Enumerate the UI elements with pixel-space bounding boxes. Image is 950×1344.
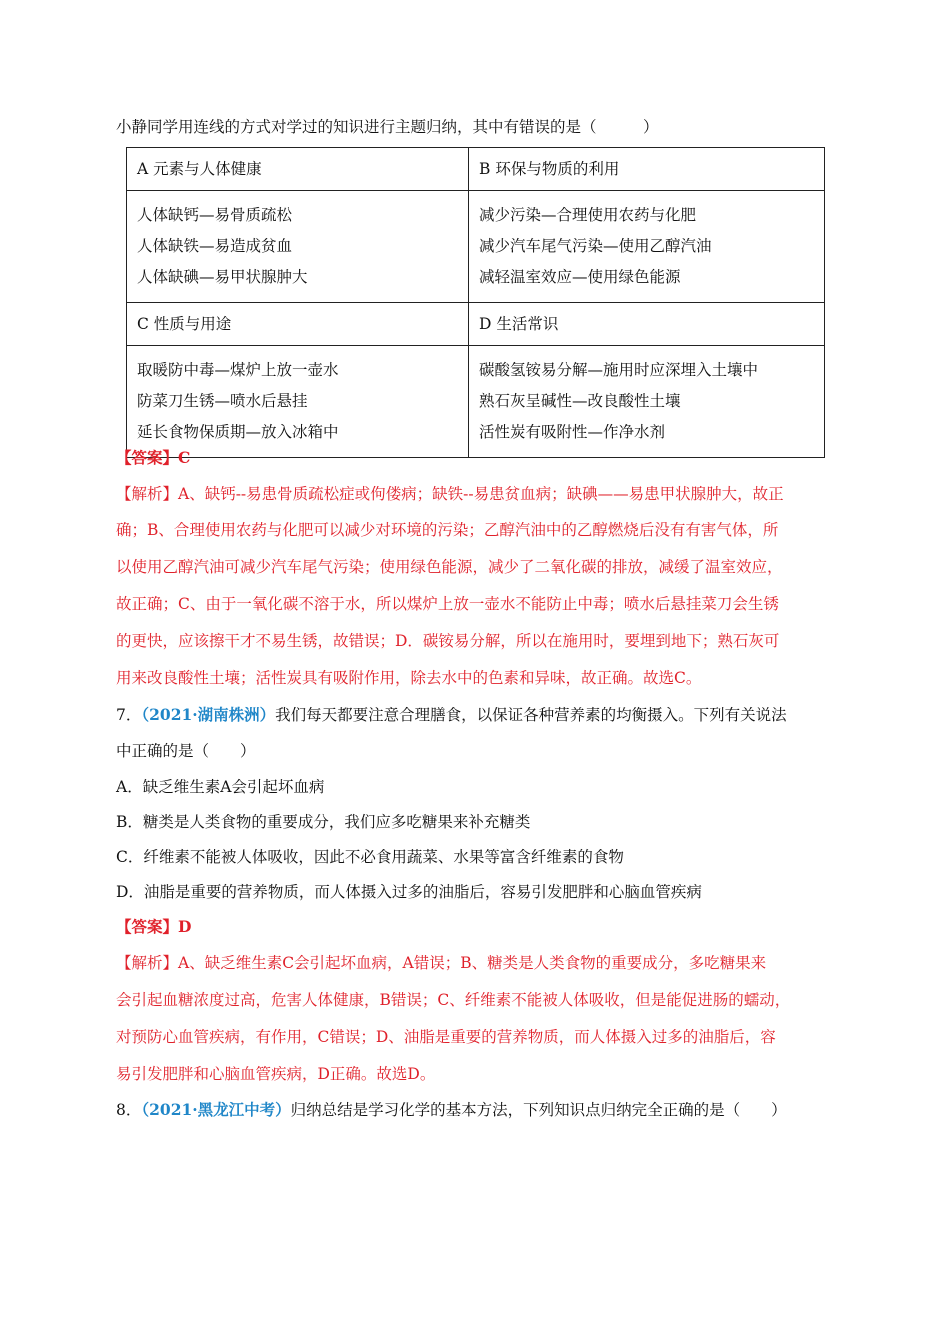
table-cell-a-items xyxy=(127,191,469,303)
q6-analysis-line: 【解析】A、缺钙--易患骨质疏松症或佝偻病；缺铁--易患贫血病；缺碘——易患甲状腺肿大，故正 xyxy=(116,485,784,503)
q6-analysis-line: 以使用乙醇汽油可减少汽车尾气污染；使用绿色能源，减少了二氧化碳的排放，减缓了温室效应， xyxy=(116,558,783,576)
q6-analysis-line: 故正确；C、由于一氧化碳不溶于水，所以煤炉上放一壶水不能防止中毒；喷水后悬挂菜刀会生锈 xyxy=(116,595,779,613)
table-cell-b-title: B 环保与物质的利用 xyxy=(469,148,825,191)
list-item: 人体缺钙—易骨质疏松 xyxy=(137,206,293,224)
list-item: 延长食物保质期—放入冰箱中 xyxy=(137,423,339,441)
table-cell-c-title: C 性质与用途 xyxy=(127,303,469,346)
q7-answer xyxy=(116,917,191,937)
answer-label: 【答案】 xyxy=(116,917,179,936)
q6-answer xyxy=(116,448,190,468)
table-cell-d-title: D 生活常识 xyxy=(469,303,825,346)
q7-analysis-line: 【解析】A、缺乏维生素C会引起坏血病，A错误；B、糖类是人类食物的重要成分，多吃糖果来 xyxy=(116,954,767,972)
list-item: 熟石灰呈碱性—改良酸性土壤 xyxy=(479,392,681,410)
list-item: 活性炭有吸附性—作净水剂 xyxy=(479,423,666,441)
list-item: 减少汽车尾气污染—使用乙醇汽油 xyxy=(479,237,712,255)
question-number: 7． xyxy=(116,706,142,724)
q6-summary-table xyxy=(126,147,825,458)
list-item: 碳酸氢铵易分解—施用时应深埋入土壤中 xyxy=(479,361,759,379)
q6-stem: 小静同学用连线的方式对学过的知识进行主题归纳，其中有错误的是（ ） xyxy=(116,118,659,136)
q7-stem-line2: 中正确的是（ ） xyxy=(116,742,256,760)
q6-analysis-line: 用来改良酸性土壤；活性炭具有吸附作用，除去水中的色素和异味，故正确。故选C。 xyxy=(116,669,702,687)
list-item: 防菜刀生锈—喷水后悬挂 xyxy=(137,392,308,410)
list-item: 人体缺碘—易甲状腺肿大 xyxy=(137,268,308,286)
answer-value: D xyxy=(178,917,192,936)
q8-stem xyxy=(116,1100,787,1120)
list-item: 减少污染—合理使用农药与化肥 xyxy=(479,206,697,224)
question-text: 归纳总结是学习化学的基本方法，下列知识点归纳完全正确的是（ ） xyxy=(290,1101,787,1119)
question-source: （2021·黑龙江中考） xyxy=(141,1100,291,1119)
question-number: 8． xyxy=(116,1101,142,1119)
question-source: （2021·湖南株洲） xyxy=(141,705,276,724)
list-item: 人体缺铁—易造成贫血 xyxy=(137,237,293,255)
answer-value: C xyxy=(178,448,191,467)
q7-analysis-line: 易引发肥胖和心脑血管疾病，D正确。故选D。 xyxy=(116,1065,436,1083)
q6-analysis-line: 确；B、合理使用农药与化肥可以减少对环境的污染；乙醇汽油中的乙醇燃烧后没有有害气体，所 xyxy=(116,521,779,539)
question-text: 我们每天都要注意合理膳食，以保证各种营养素的均衡摄入。下列有关说法 xyxy=(275,706,787,724)
table-cell-c-items xyxy=(127,346,469,458)
answer-label: 【答案】 xyxy=(116,448,179,467)
q7-analysis-line: 对预防心血管疾病，有作用，C错误；D、油脂是重要的营养物质，而人体摄入过多的油脂后，容 xyxy=(116,1028,776,1046)
table-cell-a-title: A 元素与人体健康 xyxy=(127,148,469,191)
table-cell-b-items xyxy=(469,191,825,303)
q7-option-c: C．纤维素不能被人体吸收，因此不必食用蔬菜、水果等富含纤维素的食物 xyxy=(116,848,624,866)
list-item: 取暖防中毒—煤炉上放一壶水 xyxy=(137,361,339,379)
q6-analysis-line: 的更快，应该擦干才不易生锈，故错误；D．碳铵易分解，所以在施用时，要埋到地下；熟石灰可 xyxy=(116,632,780,650)
q7-option-a: A．缺乏维生素A会引起坏血病 xyxy=(116,778,325,796)
table-cell-d-items xyxy=(469,346,825,458)
list-item: 减轻温室效应—使用绿色能源 xyxy=(479,268,681,286)
q7-option-b: B．糖类是人类食物的重要成分，我们应多吃糖果来补充糖类 xyxy=(116,813,531,831)
q7-stem xyxy=(116,705,787,725)
q7-option-d: D．油脂是重要的营养物质，而人体摄入过多的油脂后，容易引发肥胖和心脑血管疾病 xyxy=(116,883,702,901)
q7-analysis-line: 会引起血糖浓度过高，危害人体健康，B错误；C、纤维素不能被人体吸收，但是能促进肠的蠕动， xyxy=(116,991,791,1009)
